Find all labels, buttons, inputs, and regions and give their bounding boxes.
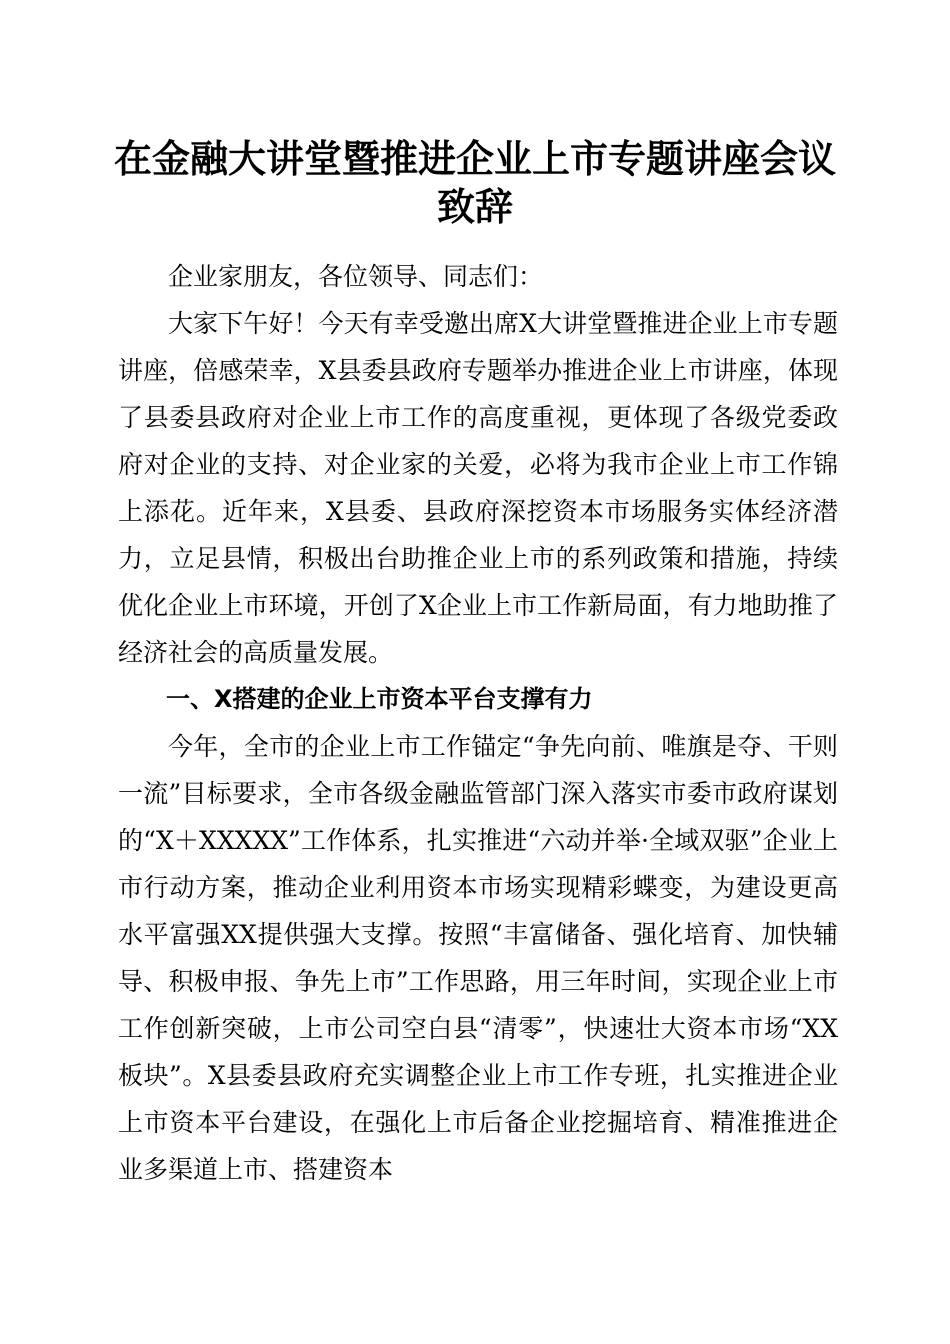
document-body xyxy=(118,253,838,1193)
document-title: 在金融大讲堂暨推进企业上市专题讲座会议致辞 xyxy=(113,136,836,229)
salutation: 企业家朋友，各位领导、同志们： xyxy=(168,262,544,291)
paragraph-section-1: 今年，全市的企业上市工作锚定“争先向前、唯旗是夺、干则一流”目标要求，全市各级金融监管部门深入落实市委市政府谋划的“X＋XXXXX”工作体系，扎实推进“六动并举·全域双驱”企业上市行动方案，推动企业利用资本市场实现精彩蝶变，为建设更高水平富强XX提供强大支撑。按照“丰富储备、强化培育、加快辅导、积极申报、争先上市”工作思路，用三年时间，实现企业上市工作创新突破，上市公司空白县“清零”，快速壮大资本市场“XX板块”。X县委县政府充实调整企业上市工作专班，扎实推进企业上市资本平台建设，在强化上市后备企业挖掘培育、精准推进企业多渠道上市、搭建资本 xyxy=(118,732,838,1184)
paragraph-opening: 大家下午好！今天有幸受邀出席X大讲堂暨推进企业上市专题讲座，倍感荣幸，X县委县政府专题举办推进企业上市讲座，体现了县委县政府对企业上市工作的高度重视，更体现了各级党委政府对企业的支持、对企业家的关爱，必将为我市企业上市工作锦上添花。近年来，X县委、县政府深挖资本市场服务实体经济潜力，立足县情，积极出台助推企业上市的系列政策和措施，持续优化企业上市环境，开创了X企业上市工作新局面，有力地助推了经济社会的高质量发展。 xyxy=(118,309,838,667)
section-heading-1: 一、X搭建的企业上市资本平台支撑有力 xyxy=(166,685,593,713)
